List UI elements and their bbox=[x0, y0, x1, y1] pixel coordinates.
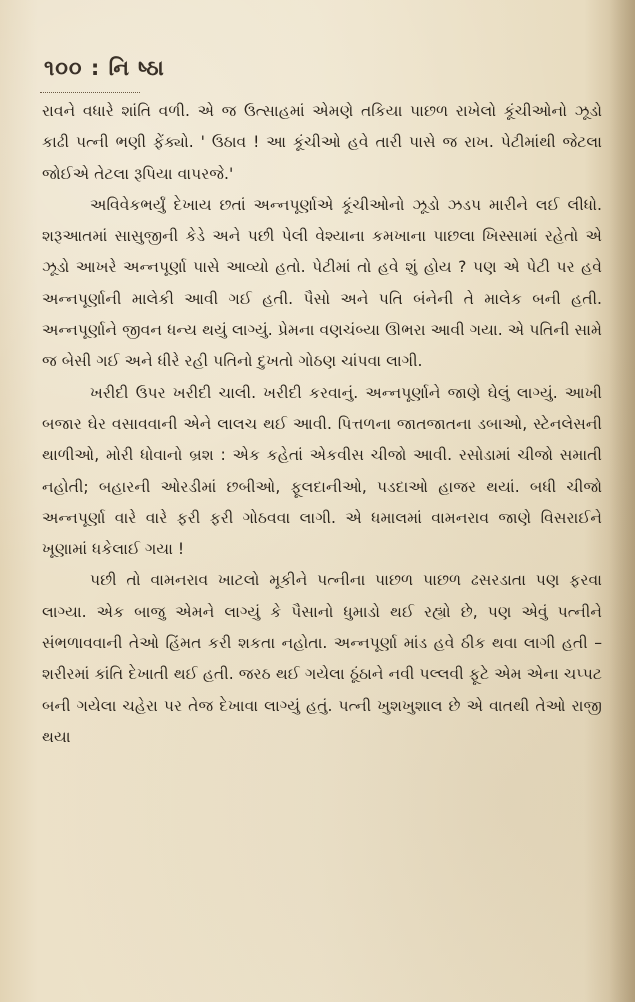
spine-shadow bbox=[609, 0, 635, 1002]
paragraph-2: અવિવેકભર્યું દેખાય છતાં અન્નપૂર્ણાએ કૂંચીઓનો ઝૂડો ઝડપ મારીને લઈ લીધો. શરૂઆતમાં સાસુજીની કેડે અને પછી પેલી વેશ્યાના કમખાના પાછલા ખિસ્સામાં રહેતો એ ઝૂડો આખરે અન્નપૂર્ણા પાસે આવ્યો હતો. પેટીમાં તો હવે શું હોય ? પણ એ પેટી પર હવે અન્નપૂર્ણાની માલેકી આવી ગઈ હતી. પૈસો અને પતિ બંનેની તે માલેક બની હતી. અન્નપૂર્ણાને જીવન ધન્ય થયું લાગ્યું. પ્રેમના વણચંબ્યા ઊભરા આવી ગયા. એ પતિની સામે જ બેસી ગઈ અને ધીરે રહી પતિનો દુખતો ગોઠણ ચાંપવા લાગી. bbox=[42, 195, 602, 371]
paragraph-3: ખરીદી ઉપર ખરીદી ચાલી. ખરીદી કરવાનું. અન્નપૂર્ણાને જાણે ઘેલું લાગ્યું. આખી બજાર ઘેર વસાવવાની એને લાલચ થઈ આવી. પિત્તળના જાતજાતના ડબાઓ, સ્ટેનલેસની થાળીઓ, મોરી ધોવાનો બ્રશ : એક કહેતાં એકવીસ ચીજો આવી. રસોડામાં ચીજો સમાતી નહોતી; બહારની ઓરડીમાં છબીઓ, ફૂલદાનીઓ, પડદાઓ હાજર થયાં. બધી ચીજો અન્નપૂર્ણા વારે વારે ફરી ફરી ગોઠવવા લાગી. એ ધમાલમાં વામનરાવ જાણે વિસરાઈને ખૂણામાં ધકેલાઈ ગયા ! bbox=[42, 383, 602, 559]
running-head-rule bbox=[40, 88, 140, 93]
body-text bbox=[42, 96, 602, 753]
running-head: ૧૦૦ : નિ ષ્ઠા bbox=[44, 56, 165, 80]
paragraph-4: પછી તો વામનરાવ ખાટલો મૂકીને પત્નીના પાછળ પાછળ ઢસરડાતા પણ ફરવા લાગ્યા. એક બાજુ એમને લાગ્યું કે પૈસાનો ધુમાડો થઈ રહ્યો છે, પણ એવું પત્નીને સંભળાવવાની તેઓ હિંમત કરી શકતા નહોતા. અન્નપૂર્ણા માંડ હવે ઠીક થવા લાગી હતી – શરીરમાં કાંતિ દેખાતી થઈ હતી. જરઠ થઈ ગયેલા ઠૂંઠાને નવી પલ્લવી ફૂટે એમ એના ચપ્પટ બની ગયેલા ચહેરા પર તેજ દેખાવા લાગ્યું હતું. પત્ની ખુશખુશાલ છે એ વાતથી તેઓ રાજી થયા bbox=[42, 571, 602, 746]
paragraph-1: રાવને વધારે શાંતિ વળી. એ જ ઉત્સાહમાં એમણે તકિયા પાછળ રાખેલો કૂંચીઓનો ઝૂડો કાઢી પત્ની ભણી ફેંક્યો. ' ઉઠાવ ! આ કૂંચીઓ હવે તારી પાસે જ રાખ. પેટીમાંથી જેટલા જોઈએ તેટલા રૂપિયા વાપરજે.' bbox=[42, 102, 602, 183]
